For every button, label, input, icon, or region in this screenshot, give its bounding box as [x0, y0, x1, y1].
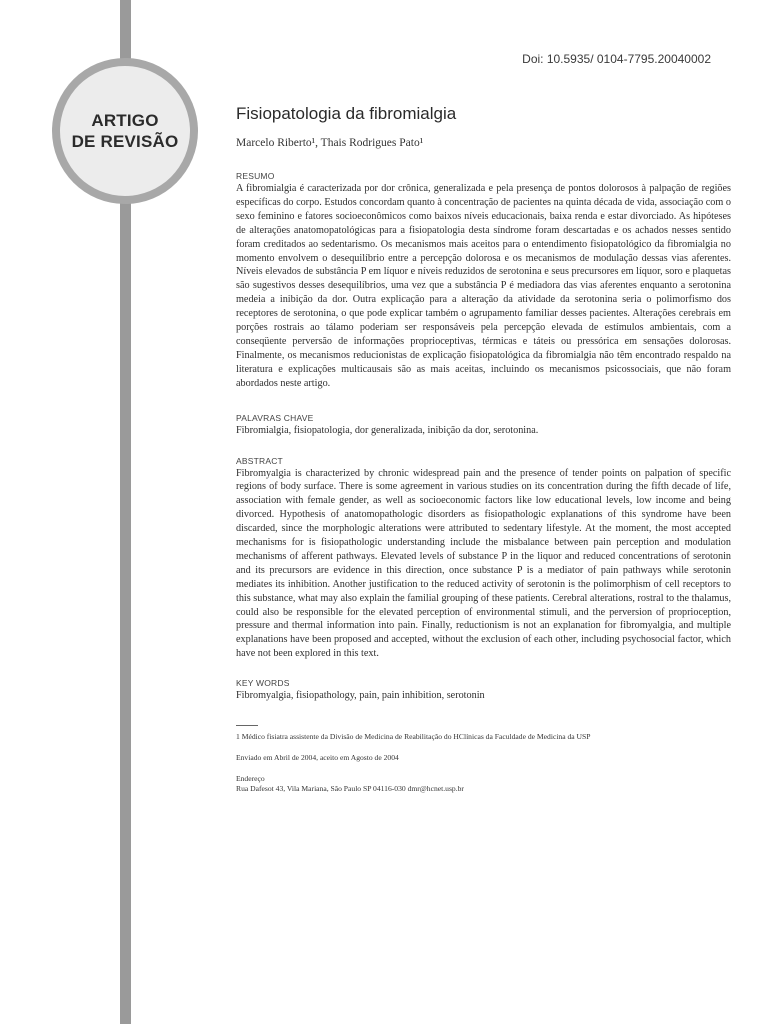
article-authors: Marcelo Riberto¹, Thais Rodrigues Pato¹ [236, 137, 424, 149]
doi-link[interactable]: Doi: 10.5935/ 0104-7795.20040002 [522, 52, 711, 66]
footnote-dates: Enviado em Abril de 2004, aceito em Agosto de 2004 [236, 753, 399, 763]
article-content [236, 104, 731, 794]
key-words-label: KEY WORDS [236, 678, 290, 689]
palavras-chave-text: Fibromialgia, fisiopatologia, dor generalizada, inibição da dor, serotonina. [236, 424, 539, 436]
footnote-rule [236, 725, 258, 726]
footnote-address-label: Endereço [236, 774, 265, 784]
abstract-label: ABSTRACT [236, 455, 283, 466]
badge-line-1: ARTIGO [91, 111, 159, 130]
badge-line-2: DE REVISÃO [71, 132, 179, 151]
key-words-text: Fibromyalgia, fisiopathology, pain, pain inhibition, serotonin [236, 690, 485, 702]
badge-inner [60, 66, 190, 196]
resumo-text: A fibromialgia é caracterizada por dor crônica, generalizada e pela presença de pontos dolorosos à palpação de regiões específicas do corpo. Estudos concordam quanto à concentração de pacientes na quinta década de vida, associação com o sexo feminino e fatores socioeconômicos como baixos níveis educacionais, baixa renda e estar divorciado. As hipóteses de alterações anatomopatológicas para a fisiopatologia desta síndrome foram descartadas e os achados nesses sentido foram creditados ao sedentarismo. Os mecanismos mais aceitos para o entendimento fisiopatológico da fibromialgia no momento envolvem o desequilíbrio entre a percepção dolorosa e os mecanismos de modulação dessas vias aferentes. Níveis elevados de substância P em líquor e níveis reduzidos de serotonina e seus precursores em líquor, soro e plaquetas são sugestivos desses desequilíbrios, uma vez que a substância P é mediadora das vias aferentes enquanto a serotonina medeia a inibição da dor. Outra explicação para a alteração da atividade da serotonina seria o polimorfismo dos receptores de serotonina, o que pode explicar também o agrupamento familiar desses pacientes. Alterações cerebrais em porções rostrais ao tálamo poderiam ser responsáveis pela percepção elevada de estímulos ambientais, com a conseqüente perversão de informações proprioceptivas, térmicas e táteis ou pressórica em sensações dolorosas. Finalmente, os mecanismos reducionistas de explicação fisiopatológica da fibromialgia não têm encontrado respaldo na literatura e explicações multicausais são as mais aceitas, incluindo os mecanismos psicossociais, que não foram abordados neste artigo. [236, 183, 731, 389]
resumo-label: RESUMO [236, 171, 275, 181]
article-title: Fisiopatologia da fibromialgia [236, 104, 457, 123]
footnote-address: Rua Dafesot 43, Vila Mariana, São Paulo SP 04116-030 dmr@hcnet.usp.br [236, 784, 464, 794]
abstract-text: Fibromyalgia is characterized by chronic widespread pain and the presence of tender points on palpation of specific regions of body surface. There is some agreement in various studies on its concentration during the fifth decade of life, association with female gender, as well as socioeconomic factors like low educational levels, low income and being divorced. Hypothesis of anatomopathologic disorders as fisiopathologic explanations of this syndrome have been discarded, since the morphologic alterations were attributed to sedentary lifestyle. At the moment, the most accepted mechanisms for is fisiopathologic understanding include the misbalance between pain perception and modulation mechanisms of afferent pathways. Elevated levels of substance P in the liquor and reduced concentrations of serotonin and its precursors are evidence in this direction, once substance P is a mediator of pain pathways while serotonin mediates its inhibition. Another justification to the reduced activity of serotonin is the polimorphism of cell receptors to this substance, what may also explain the familial grouping of these patients. Cerebral alterations, rostral to the thalamus, could also be responsible for the elevated perception of environmental stimuli, and the perversion of proprioception, pressure and thermal information into pain. Finally, reductionism is not an explanation for fibromyalgia, and multiple explanations have been proposed and accepted, without the exclusion of each other, including psychosocial factor, which have not been explored in this text. [236, 467, 731, 660]
palavras-chave-label: PALAVRAS CHAVE [236, 412, 314, 423]
article-type-badge [52, 58, 198, 204]
footnote-affiliation: 1 Médico fisiatra assistente da Divisão de Medicina de Reabilitação do HClínicas da Faculdade de Medicina da USP [236, 732, 591, 742]
